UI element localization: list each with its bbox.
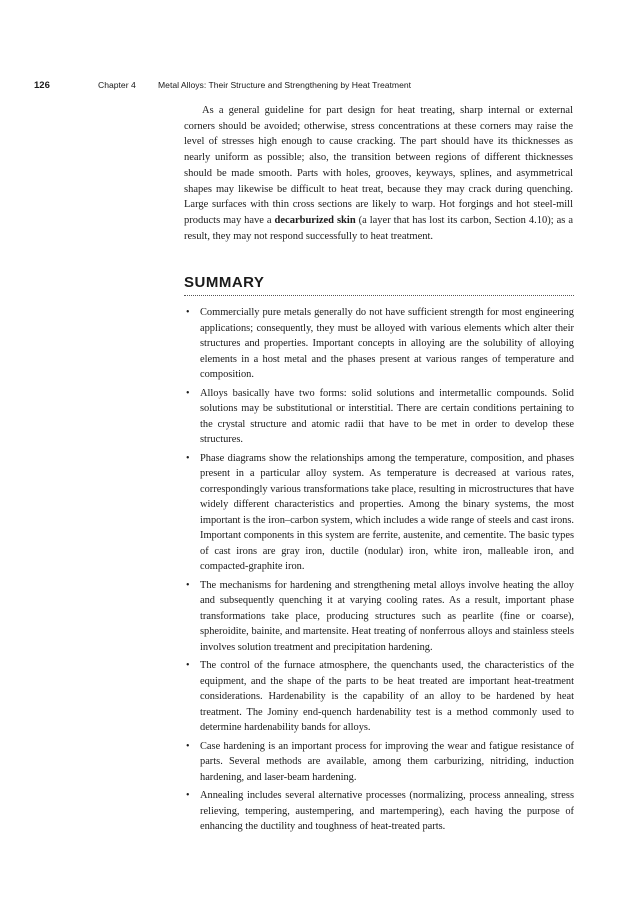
list-item <box>184 658 574 736</box>
bullet-icon: • <box>186 740 190 752</box>
bullet-icon: • <box>186 307 190 318</box>
bullet-icon: • <box>186 790 190 801</box>
list-item-text: Phase diagrams show the relationships among the temperature, composition, and phases present in a particular alloy system. As temperature is decreased at various rates, correspondingly various transformations take place, resulting in microstructures that have widely different characteristics and properties. Among the binary systems, the most important is the iron–carbon system, which includes a wide range of steels and cast irons. Important components in this system are ferrite, austenite, and cementite. The basic types of cast irons are gray iron, ductile (nodular) iron, white iron, malleable iron, and compacted-graphite iron. <box>200 452 574 572</box>
list-item <box>184 578 574 656</box>
intro-text-2: (a layer that has lost its carbon, Section 4.10); as a result, they may not respond successfully to heat treatment. <box>184 214 573 242</box>
list-item-text: The control of the furnace atmosphere, the quenchants used, the characteristics of the equipment, and the shape of the parts to be heat treated are important heat-treatment considerations. Hardenability is the capability of an alloy to be hardened by heat treatment. The Jominy end-quench hardenability test is a method commonly used to determine hardenability bands for alloys. <box>200 660 574 733</box>
list-item <box>184 788 574 835</box>
section-divider <box>184 295 574 296</box>
summary-list <box>184 305 574 838</box>
list-item <box>184 451 574 575</box>
list-item <box>184 739 574 786</box>
list-item-text: Annealing includes several alternative processes (normalizing, process annealing, stress relieving, tempering, austempering, and martempering), each having the purpose of enhancing the ductility and toughness of heat-treated parts. <box>200 790 574 832</box>
intro-bold-term: decarburized skin <box>274 214 356 226</box>
chapter-title: Metal Alloys: Their Structure and Strengthening by Heat Treatment <box>158 80 412 90</box>
list-item-text: Case hardening is an important process for improving the wear and fatigue resistance of parts. Several methods are available, among them carburizing, nitriding, induction hardening, and laser-beam hardening. <box>200 740 574 783</box>
bullet-icon: • <box>186 452 190 464</box>
list-item <box>184 386 574 448</box>
bullet-icon: • <box>186 660 190 671</box>
list-item <box>184 305 574 383</box>
list-item-text: Commercially pure metals generally do not have sufficient strength for most engineering applications; consequently, they must be alloyed with various elements which alter their structures and properties. Important concepts in alloying are the solubility of alloying elements in a host metal and the phases present at various ranges of temperature and composition. <box>200 307 574 380</box>
intro-text-1: As a general guideline for part design for heat treating, sharp internal or external corners should be avoided; otherwise, stress concentrations at these corners may raise the level of stresses high enough to cause cracking. The part should have its thicknesses as nearly uniform as possible; also, the transition between regions of different thicknesses should be made smooth. Parts with holes, grooves, keyways, splines, and asymmetrical shapes may likewise be difficult to heat treat, because they may crack during quenching. Large surfaces with thin cross sections are likely to warp. Hot forgings and hot steel-mill products may have a <box>184 105 573 226</box>
running-header <box>34 79 594 92</box>
bullet-icon: • <box>186 387 190 399</box>
page-number: 126 <box>34 80 50 91</box>
chapter-label: Chapter 4 <box>98 80 136 90</box>
intro-paragraph <box>184 103 573 244</box>
summary-heading: SUMMARY <box>184 274 265 291</box>
list-item-text: Alloys basically have two forms: solid solutions and intermetallic compounds. Solid solutions may be substitutional or interstitial. There are certain conditions pertaining to the crystal structure and atomic radii that have to be met in order to develop these structures. <box>200 387 574 445</box>
list-item-text: The mechanisms for hardening and strengthening metal alloys involve heating the alloy and subsequently quenching it at varying cooling rates. As a result, important phase transformations take place, producing structures such as pearlite (fine or coarse), spheroidite, bainite, and martensite. Heat treating of nonferrous alloys and stainless steels involves solution treatment and precipitation hardening. <box>200 579 574 653</box>
bullet-icon: • <box>186 579 190 591</box>
